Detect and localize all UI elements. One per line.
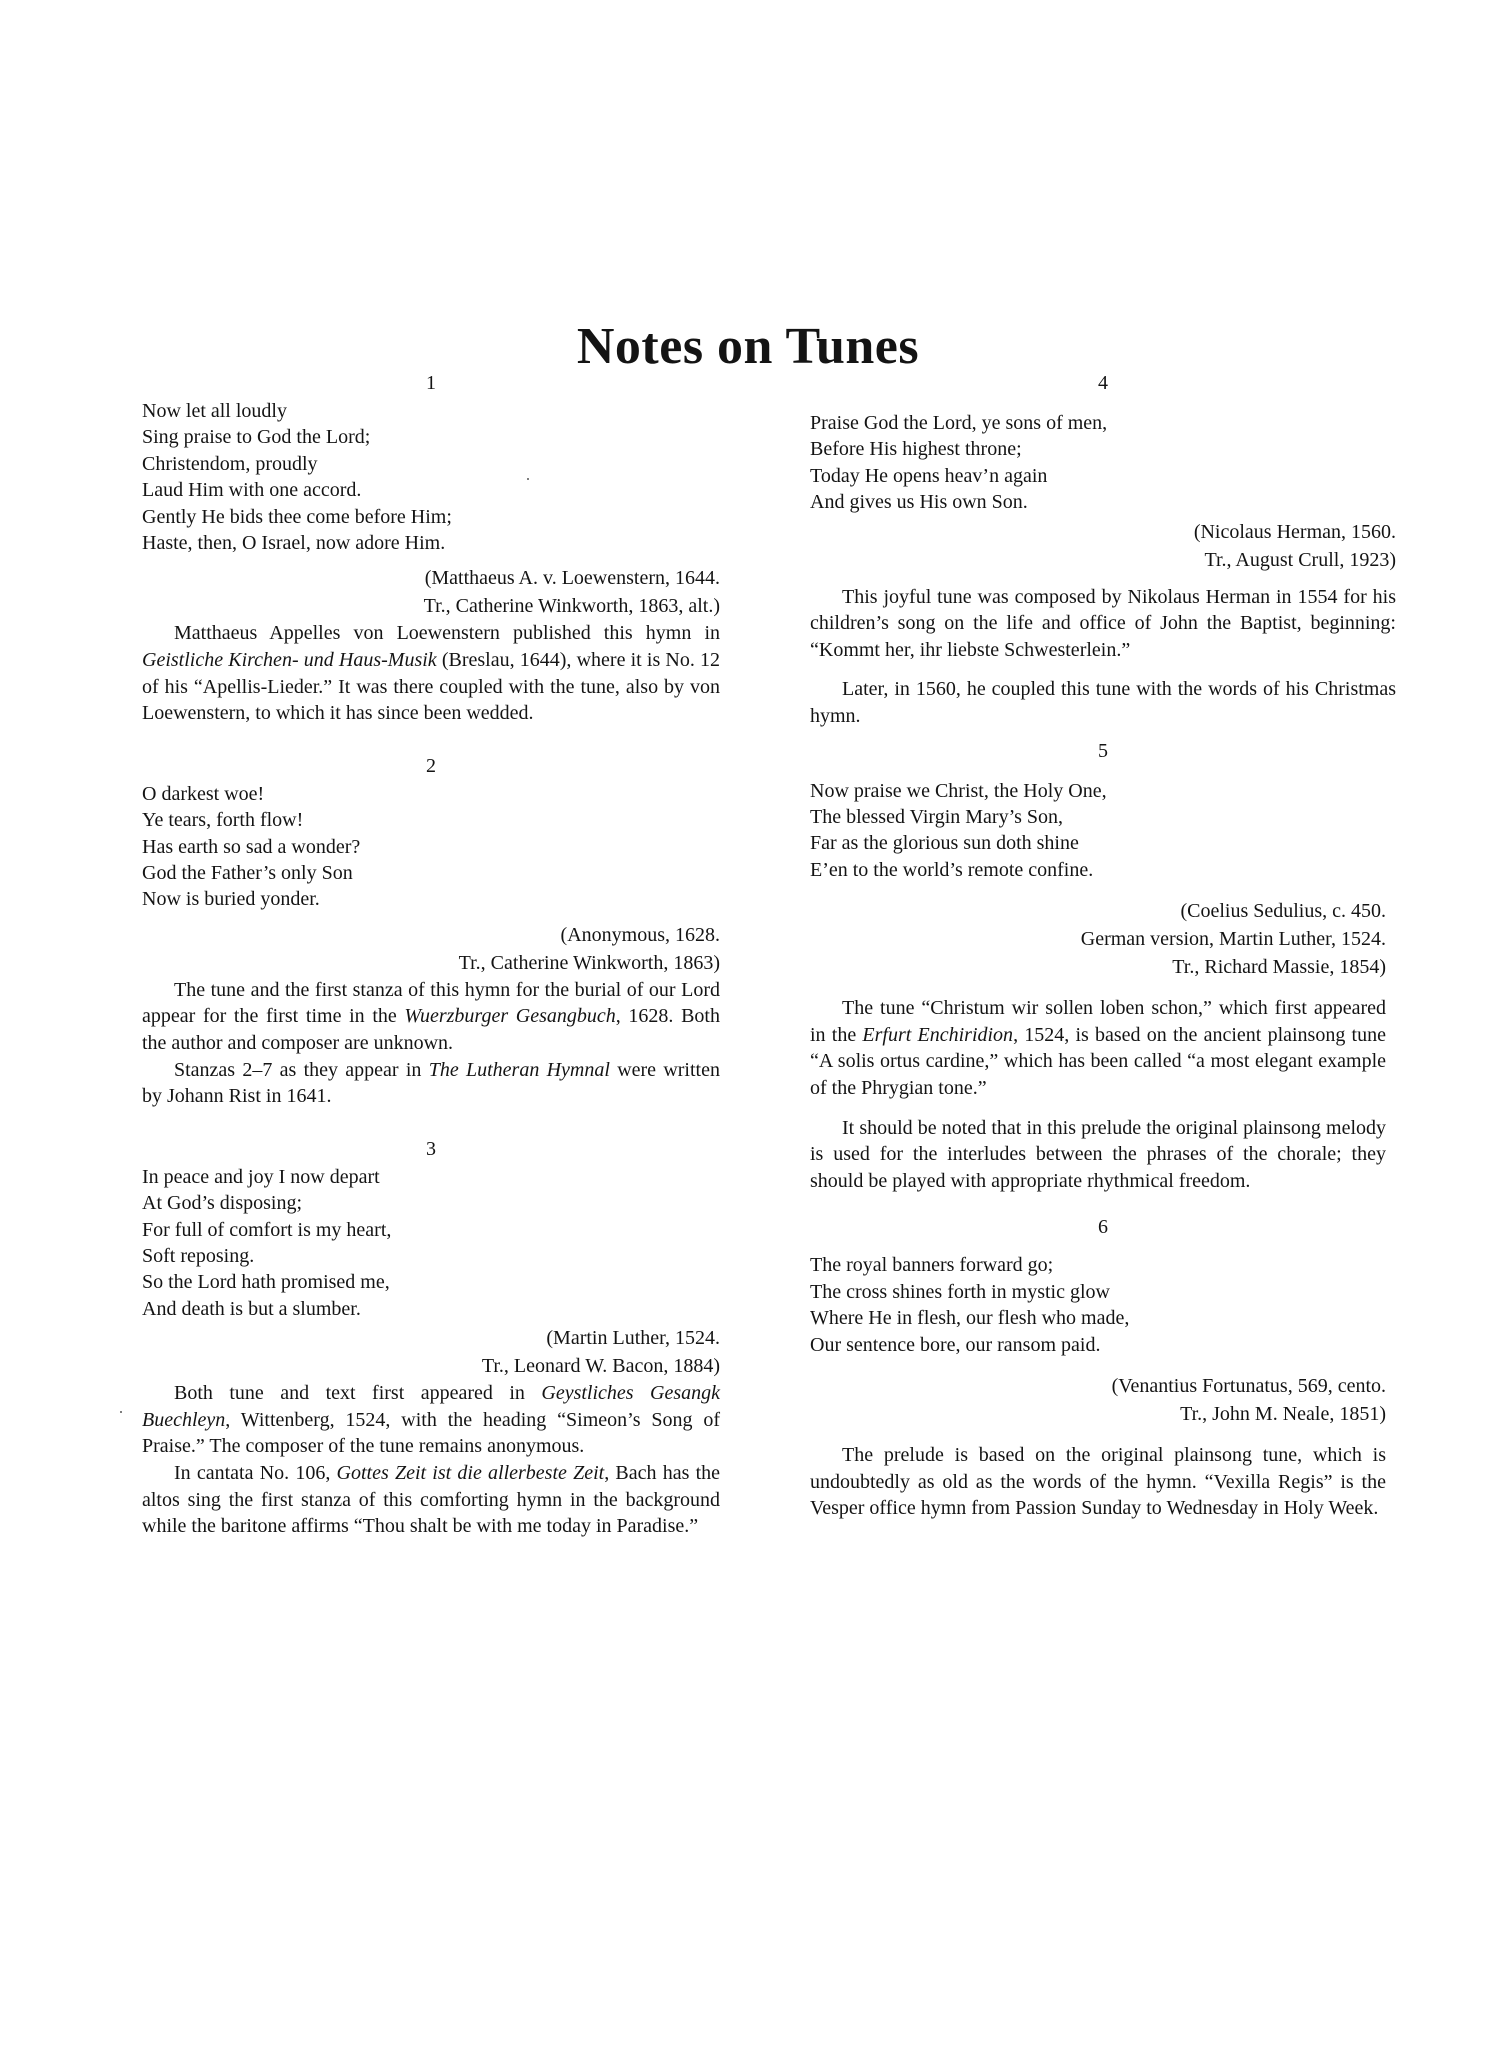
tune-commentary: [810, 1442, 1396, 1522]
hymn-credit: [810, 897, 1396, 981]
verse-line: O darkest woe!: [142, 782, 265, 805]
commentary-paragraph: [810, 584, 1396, 664]
text-run: It should be noted that in this prelude the original plainsong melody is used for the interludes between the phrases of the chorale; they should be played with appropriate rhythmical freedom.: [810, 1116, 1386, 1192]
tune-note-1: [142, 370, 720, 727]
verse-line: And gives us His own Son.: [810, 491, 1028, 514]
verse-line: The blessed Virgin Mary’s Son,: [810, 806, 1064, 828]
verse-line: Has earth so sad a wonder?: [142, 835, 361, 858]
text-run: , 1628. Both the author and composer are unknown.: [142, 1005, 720, 1055]
text-run: Later, in 1560, he coupled this tune with the words of his Christmas hymn.: [810, 678, 1396, 727]
hymn-verse: [810, 778, 1396, 884]
text-run: The tune and the first stanza of this hymn for the burial of our Lord appear for the first time in the: [142, 978, 720, 1028]
tune-note-6: [810, 1214, 1396, 1521]
text-run: In cantata No. 106,: [174, 1462, 337, 1485]
hymn-credit: [142, 1324, 720, 1380]
commentary-paragraph: [142, 1057, 720, 1110]
commentary-paragraph: [810, 1115, 1386, 1195]
commentary-paragraph: [142, 1380, 720, 1460]
tune-commentary: [142, 1380, 720, 1540]
credit-line: (Martin Luther, 1524.: [546, 1327, 720, 1350]
hymn-credit: [142, 921, 720, 977]
verse-line: Soft reposing.: [142, 1245, 255, 1268]
text-run: , Wittenberg, 1524, with the heading “Simeon’s Song of Praise.” The composer of the tune remains anonymous.: [142, 1408, 720, 1458]
tune-note-5: [810, 738, 1396, 1195]
hymn-credit: [810, 1372, 1396, 1428]
tune-number: 2: [426, 754, 436, 777]
tune-number: 3: [426, 1137, 436, 1160]
left-column: [142, 370, 720, 1540]
credit-line: Tr., John M. Neale, 1851): [1180, 1403, 1386, 1425]
hymn-credit: [810, 518, 1396, 574]
hymn-verse: [142, 398, 720, 556]
commentary-paragraph: [810, 1442, 1386, 1522]
verse-line: Now let all loudly: [142, 400, 287, 422]
commentary-paragraph: [810, 995, 1386, 1101]
italic-title: The Lutheran Hymnal: [428, 1058, 610, 1081]
verse-line: God the Father’s only Son: [142, 862, 353, 885]
verse-line: Gently He bids thee come before Him;: [142, 505, 452, 528]
page-title: Notes on Tunes: [576, 317, 920, 375]
text-run: The tune “Christum wir sollen loben schon,” which first appeared in the: [810, 997, 1386, 1046]
commentary-paragraph: [142, 1460, 720, 1540]
verse-line: E’en to the world’s remote confine.: [810, 858, 1094, 881]
text-run: , 1524, is based on the ancient plainsong tune “A solis ortus cardine,” which has been called “a most elegant example of the Phrygian tone.”: [810, 1023, 1386, 1099]
hymn-credit: [142, 564, 720, 620]
italic-title: Gottes Zeit ist die allerbeste Zeit: [336, 1462, 605, 1485]
verse-line: Now praise we Christ, the Holy One,: [810, 779, 1107, 802]
text-run: The prelude is based on the original plainsong tune, which is undoubtedly as old as the words of the hymn. “Vexilla Regis” is the Vesper office hymn from Passion Sunday to Wednesday in Holy Week.: [810, 1444, 1386, 1520]
commentary-paragraph: [810, 676, 1396, 729]
tune-note-3: [142, 1136, 720, 1540]
verse-line: Ye tears, forth flow!: [142, 809, 304, 832]
tune-commentary: [142, 620, 720, 726]
tune-commentary: [810, 995, 1396, 1194]
verse-line: In peace and joy I now depart: [142, 1165, 380, 1188]
verse-line: The royal banners forward go;: [810, 1254, 1054, 1277]
tune-commentary: [810, 584, 1396, 730]
text-run: (Breslau, 1644), where it is No. 12 of his “Apellis-Lieder.” It was there coupled with the tune, also by von Loewenstern, to which it has since been wedded.: [142, 649, 720, 725]
hymn-verse: [142, 1164, 720, 1322]
tune-number: 6: [1098, 1216, 1108, 1239]
commentary-paragraph: [142, 977, 720, 1057]
verse-line: Before His highest throne;: [810, 438, 1022, 461]
verse-line: Praise God the Lord, ye sons of men,: [810, 412, 1108, 434]
italic-title: Erfurt Enchiridion: [862, 1023, 1014, 1046]
tune-number: 4: [1098, 372, 1108, 394]
hymn-verse: [810, 410, 1396, 516]
credit-line: Tr., Catherine Winkworth, 1863, alt.): [423, 595, 720, 618]
verse-line: So the Lord hath promised me,: [142, 1271, 390, 1294]
print-speck: [120, 1411, 122, 1413]
text-run: were written by Johann Rist in 1641.: [142, 1058, 720, 1108]
verse-line: Haste, then, O Israel, now adore Him.: [142, 532, 446, 555]
verse-line: Laud Him with one accord.: [142, 479, 362, 502]
hymn-verse: [810, 1252, 1396, 1358]
credit-line: Tr., Richard Massie, 1854): [1172, 956, 1386, 979]
credit-line: Tr., August Crull, 1923): [1204, 548, 1396, 571]
credit-line: Tr., Catherine Winkworth, 1863): [458, 951, 720, 974]
credit-line: (Venantius Fortunatus, 569, cento.: [1111, 1375, 1386, 1397]
commentary-paragraph: [142, 620, 720, 726]
verse-line: Sing praise to God the Lord;: [142, 426, 371, 449]
verse-line: For full of comfort is my heart,: [142, 1218, 392, 1241]
credit-line: (Coelius Sedulius, c. 450.: [1180, 900, 1386, 923]
tune-commentary: [142, 977, 720, 1110]
italic-title: Geistliche Kirchen- und Haus-Musik: [142, 649, 437, 672]
right-column: [810, 370, 1396, 1522]
text-run: Both tune and text first appeared in: [174, 1382, 542, 1405]
italic-title: Geystliches Gesangk Buechleyn: [142, 1382, 721, 1431]
text-run: , Bach has the altos sing the first stanza of this comforting hymn in the background while the baritone affirms “Thou shalt be with me today in Paradise.”: [142, 1462, 720, 1538]
text-run: Matthaeus Appelles von Loewenstern published this hymn in: [174, 622, 720, 645]
credit-line: Tr., Leonard W. Bacon, 1884): [481, 1355, 720, 1378]
verse-line: Christendom, proudly: [142, 452, 318, 475]
verse-line: And death is but a slumber.: [142, 1297, 361, 1320]
tune-number: 5: [1098, 739, 1108, 762]
credit-line: German version, Martin Luther, 1524.: [1080, 928, 1386, 951]
verse-line: Today He opens heav’n again: [810, 464, 1048, 487]
verse-line: Now is buried yonder.: [142, 888, 320, 911]
tune-note-2: [142, 753, 720, 1110]
text-run: Stanzas 2–7 as they appear in: [174, 1058, 429, 1081]
verse-line: Far as the glorious sun doth shine: [810, 832, 1079, 855]
italic-title: Wuerzburger Gesangbuch: [404, 1005, 616, 1028]
verse-line: The cross shines forth in mystic glow: [810, 1280, 1110, 1303]
hymn-verse: [142, 781, 720, 913]
tune-number: 1: [426, 372, 436, 394]
verse-line: At God’s disposing;: [142, 1192, 303, 1215]
credit-line: (Nicolaus Herman, 1560.: [1193, 520, 1396, 543]
verse-line: Our sentence bore, our ransom paid.: [810, 1333, 1101, 1356]
credit-line: (Matthaeus A. v. Loewenstern, 1644.: [424, 567, 720, 590]
print-speck: [527, 478, 529, 480]
credit-line: (Anonymous, 1628.: [560, 923, 720, 946]
tune-note-4: [810, 370, 1396, 730]
text-run: This joyful tune was composed by Nikolaus Herman in 1554 for his children’s song on the life and office of John the Baptist, beginning: “Kommt her, ihr liebste Schwesterlein.”: [810, 585, 1396, 661]
verse-line: Where He in flesh, our flesh who made,: [810, 1307, 1130, 1330]
